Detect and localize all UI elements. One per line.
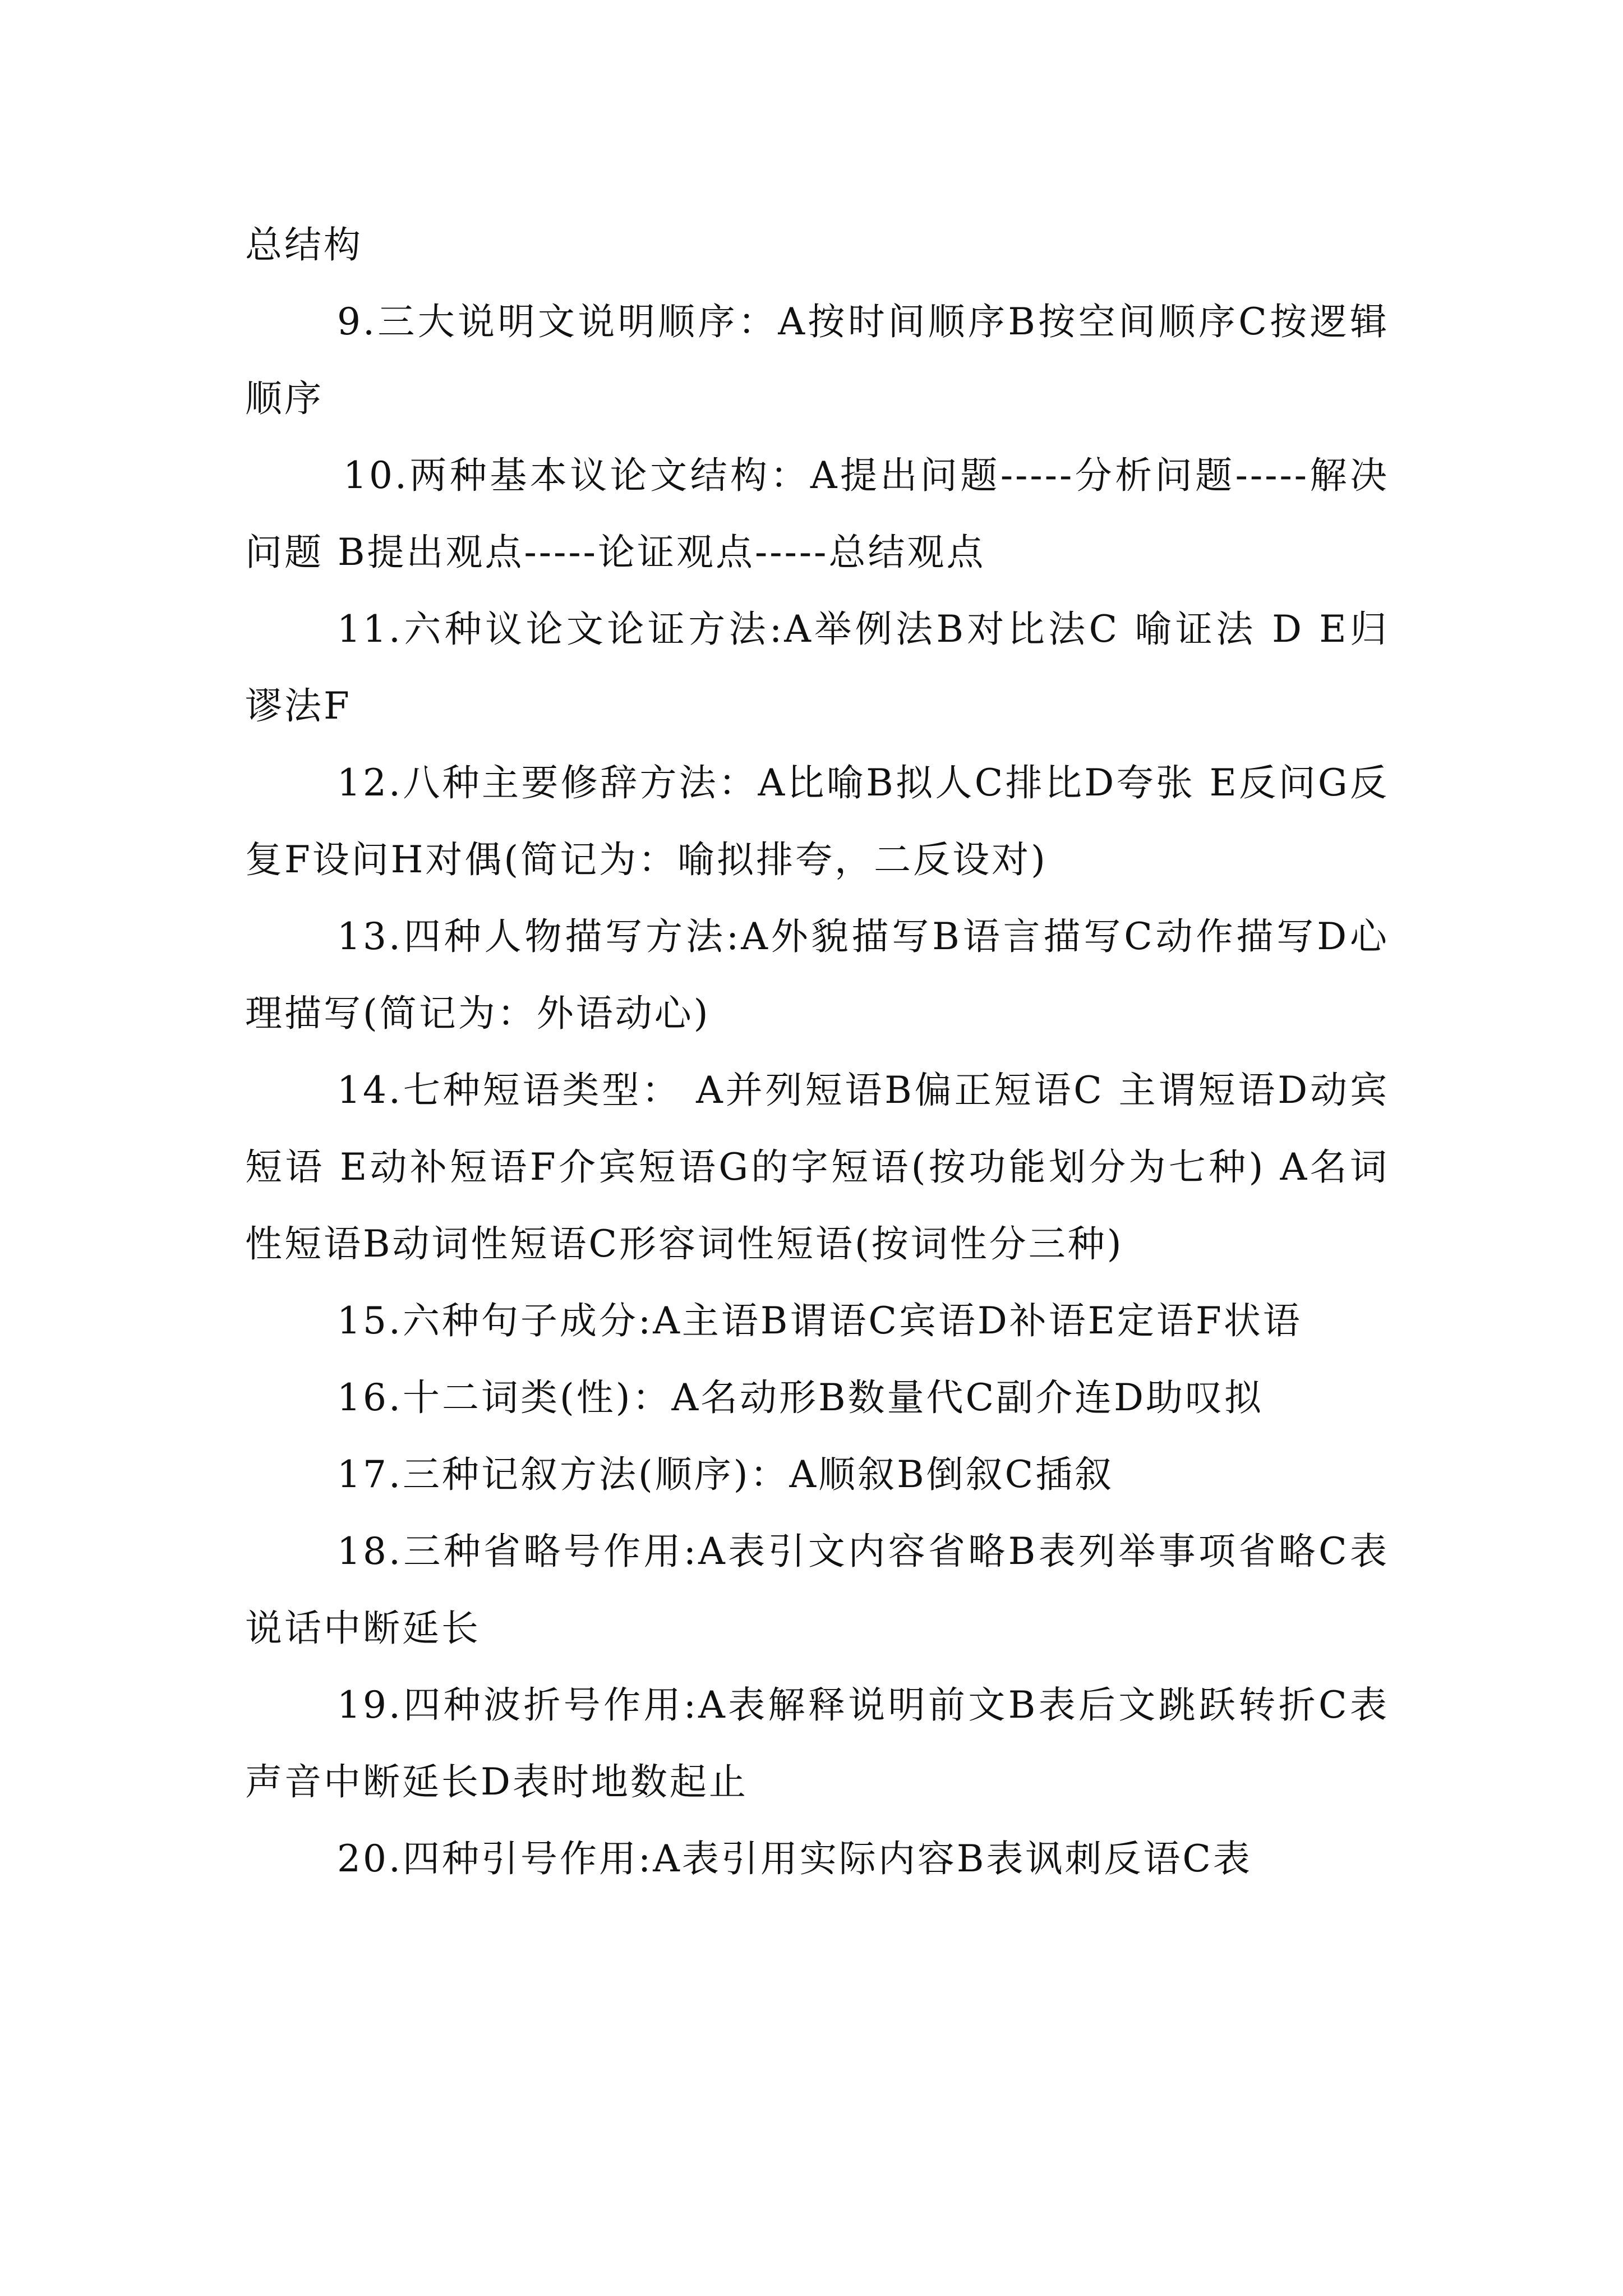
paragraph-item-17: 17.三种记叙方法(顺序)：A顺叙B倒叙C插叙: [337, 1453, 1114, 1496]
paragraph-item-20: 20.四种引号作用:A表引用实际内容B表讽刺反语C表: [337, 1837, 1252, 1880]
paragraph-item-14: 14.七种短语类型： A并列短语B偏正短语C 主谓短语D动宾短语 E动补短语F介宾短语G的字短语(按功能划分为七种) A名词性短语B动词性短语C形容词性短语(按词性分三种): [245, 1069, 1389, 1266]
paragraph-item-12: 12.八种主要修辞方法：A比喻B拟人C排比D夸张 E反问G反复F设问H对偶(简记为：喻拟排夸，二反设对): [245, 761, 1389, 881]
paragraph-item-10: 10.两种基本议论文结构：A提出问题-----分析问题-----解决问题 B提出观点-----论证观点-----总结观点: [245, 454, 1389, 574]
paragraph-item-9: 9.三大说明文说明顺序：A按时间顺序B按空间顺序C按逻辑顺序: [245, 300, 1389, 420]
paragraph-item-15: 15.六种句子成分:A主语B谓语C宾语D补语E定语F状语: [337, 1299, 1302, 1342]
paragraph-continuation: 总结构: [245, 223, 363, 266]
paragraph-item-11: 11.六种议论文论证方法:A举例法B对比法C 喻证法 D E归谬法F: [245, 608, 1389, 728]
paragraph-item-19: 19.四种波折号作用:A表解释说明前文B表后文跳跃转折C表声音中断延长D表时地数起止: [245, 1683, 1389, 1803]
paragraph-item-13: 13.四种人物描写方法:A外貌描写B语言描写C动作描写D心理描写(简记为：外语动心): [245, 915, 1389, 1035]
document-body: [245, 206, 1389, 1897]
paragraph-item-16: 16.十二词类(性)：A名动形B数量代C副介连D助叹拟: [337, 1376, 1264, 1419]
paragraph-item-18: 18.三种省略号作用:A表引文内容省略B表列举事项省略C表说话中断延长: [245, 1530, 1389, 1650]
